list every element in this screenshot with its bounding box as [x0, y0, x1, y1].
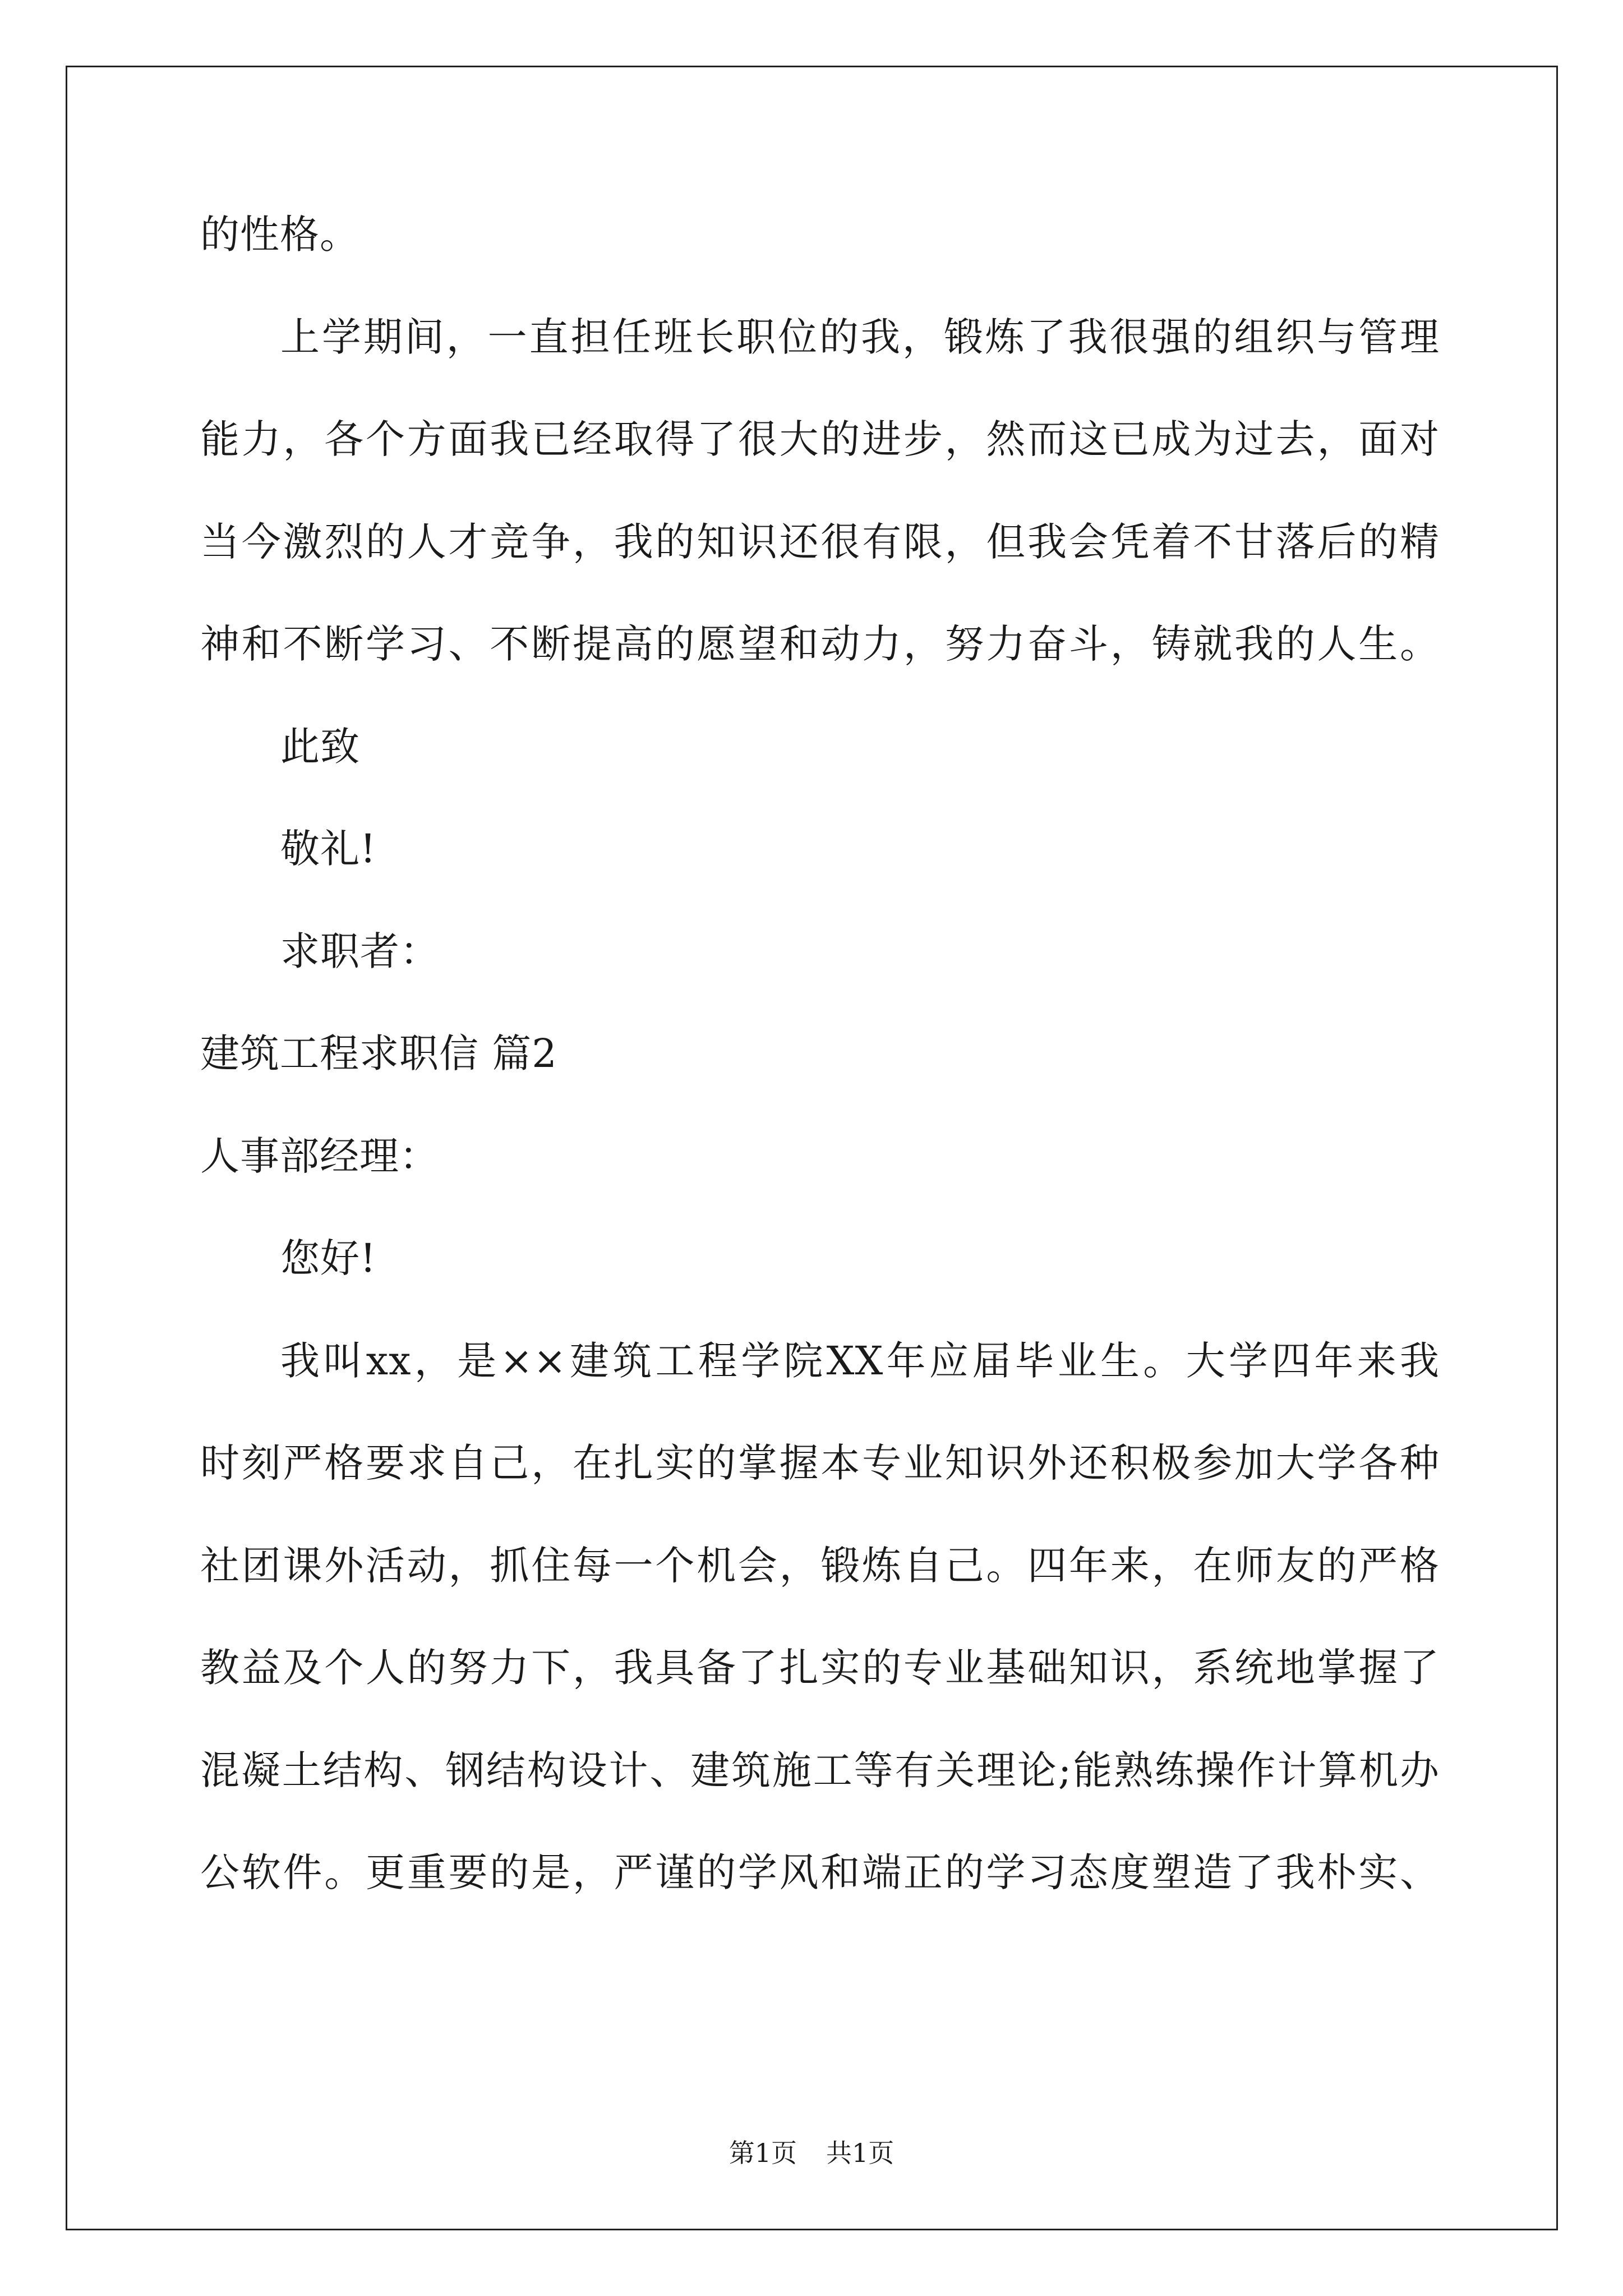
text-line: 教益及个人的努力下，我具备了扎实的专业基础知识，系统地掌握了	[200, 1645, 1440, 1691]
text-line: 当今激烈的人才竞争，我的知识还很有限，但我会凭着不甘落后的精	[200, 519, 1440, 565]
page-footer	[0, 2136, 1623, 2170]
text-line: 社团课外活动，抓住每一个机会，锻炼自己。四年来，在师友的严格	[200, 1543, 1440, 1589]
closing-salutation: 此致	[280, 724, 360, 770]
recipient-line: 人事部经理：	[200, 1133, 439, 1179]
paragraph-line: 我叫xx，是××建筑工程学院XX年应届毕业生。大学四年来我	[280, 1338, 1440, 1384]
text-line: 能力，各个方面我已经取得了很大的进步，然而这已成为过去，面对	[200, 416, 1440, 462]
text-line: 混凝土结构、钢结构设计、建筑施工等有关理论;能熟练操作计算机办	[200, 1747, 1440, 1793]
greeting-line: 您好!	[280, 1235, 377, 1281]
page-number: 第1页	[728, 2138, 797, 2168]
section-title: 建筑工程求职信 篇2	[200, 1030, 557, 1076]
closing-regards: 敬礼!	[280, 826, 377, 872]
text-line: 时刻严格要求自己，在扎实的掌握本专业知识外还积极参加大学各种	[200, 1440, 1440, 1486]
text-line: 公软件。更重要的是，严谨的学风和端正的学习态度塑造了我朴实、	[200, 1849, 1440, 1895]
text-line: 的性格。	[200, 211, 359, 257]
paragraph-line: 上学期间，一直担任班长职位的我，锻炼了我很强的组织与管理	[280, 314, 1440, 360]
text-line: 神和不断学习、不断提高的愿望和动力，努力奋斗，铸就我的人生。	[200, 621, 1440, 667]
signature-label: 求职者：	[280, 928, 440, 974]
page-total: 共1页	[826, 2138, 895, 2168]
